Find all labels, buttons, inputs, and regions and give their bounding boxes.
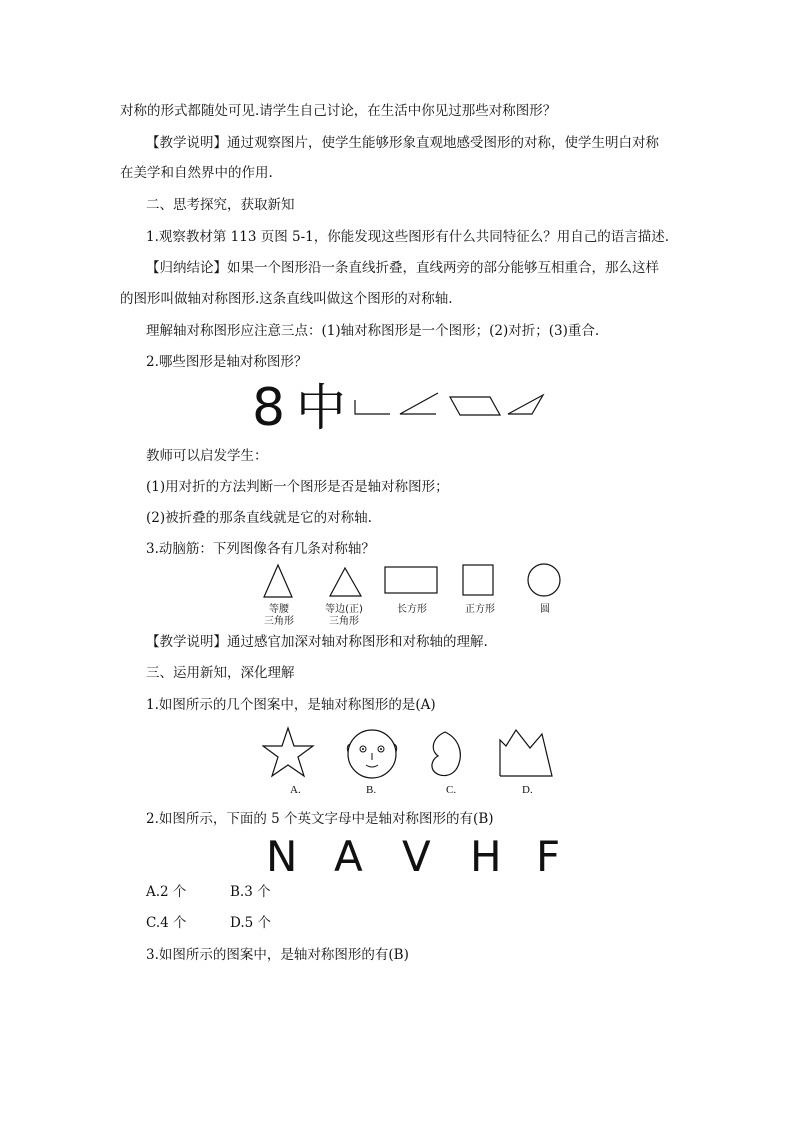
isosceles-triangle-shape <box>264 565 292 597</box>
caption-rectangle: 长方形 <box>397 604 427 615</box>
text-line: 对称的形式都随处可见.请学生自己讨论，在生活中你见过那些对称图形？ <box>120 103 557 119</box>
question-2: 2.哪些图形是轴对称图形？ <box>146 354 308 370</box>
letter-n: N <box>266 832 298 881</box>
section-heading: 三、运用新知，深化理解 <box>146 665 295 681</box>
label-b: B. <box>366 784 377 796</box>
caption-isosceles: 等腰 三角形 <box>264 604 294 627</box>
teaching-note: 【教学说明】通过观察图片，使学生能够形象直观地感受图形的对称，使学生明白对称 <box>146 135 659 151</box>
star-shape <box>263 728 313 776</box>
exercise-3: 3.如图所示的图案中，是轴对称图形的有(B) <box>146 947 409 963</box>
letter-v: V <box>402 832 431 881</box>
face-shape <box>347 730 396 778</box>
letter-a: A <box>334 832 363 881</box>
figure-shapes-row1 <box>350 390 550 420</box>
exercise-2: 2.如图所示，下面的 5 个英文字母中是轴对称图形的有(B) <box>146 811 494 827</box>
label-c: C. <box>446 784 457 796</box>
text-line: (2)被折叠的那条直线就是它的对称轴. <box>146 510 372 526</box>
letter-h: H <box>470 832 502 881</box>
letter-f: F <box>536 832 561 881</box>
label-d: D. <box>522 784 533 796</box>
teaching-note: 【教学说明】通过感官加深对轴对称图形和对称轴的理解. <box>146 634 488 650</box>
exercise-1: 1.如图所示的几个图案中，是轴对称图形的是(A) <box>146 697 436 713</box>
crown-shape <box>500 730 552 776</box>
text-line: 在美学和自然界中的作用. <box>120 165 273 181</box>
text-line: 理解轴对称图形应注意三点：(1)轴对称图形是一个图形；(2)对折；(3)重合. <box>146 323 600 339</box>
square-shape <box>463 565 493 595</box>
label-a: A. <box>290 784 301 796</box>
rectangle-shape <box>385 567 437 593</box>
equilateral-triangle-shape <box>330 568 361 596</box>
circle-shape <box>528 564 560 596</box>
caption-equilateral: 等边(正) 三角形 <box>325 604 363 627</box>
section-heading: 二、思考探究，获取新知 <box>146 197 295 213</box>
question-3: 3.动脑筋：下列图像各有几条对称轴？ <box>146 541 375 557</box>
figure-char-8: 8 <box>252 378 286 438</box>
text-line: (1)用对折的方法判断一个图形是否是轴对称图形； <box>146 479 449 495</box>
text-line: 1.观察教材第 113 页图 5-1，你能发现这些图形有什么共同特征么？用自己的语言描述. <box>146 229 670 245</box>
option-a: A.2 个 <box>146 884 187 900</box>
caption-circle: 圆 <box>540 604 550 615</box>
angle-shape <box>355 400 390 414</box>
text-line: 教师可以启发学生： <box>146 448 268 464</box>
comma-shape <box>432 732 460 776</box>
figure-char-zhong: 中 <box>296 379 346 437</box>
option-d: D.5 个 <box>230 915 272 931</box>
conclusion-note: 【归纳结论】如果一个图形沿一条直线折叠，直线两旁的部分能够互相重合，那么这样 <box>146 260 659 276</box>
option-c: C.4 个 <box>146 915 187 931</box>
acute-angle-shape <box>400 393 438 414</box>
figure-patterns <box>262 726 562 782</box>
figure-shapes-row2 <box>255 562 575 602</box>
option-b: B.3 个 <box>230 884 271 900</box>
caption-square: 正方形 <box>465 604 495 615</box>
text-line: 的图形叫做轴对称图形.这条直线叫做这个图形的对称轴. <box>120 291 453 307</box>
parallelogram-shape <box>450 397 500 415</box>
triangle-shape <box>508 395 543 414</box>
